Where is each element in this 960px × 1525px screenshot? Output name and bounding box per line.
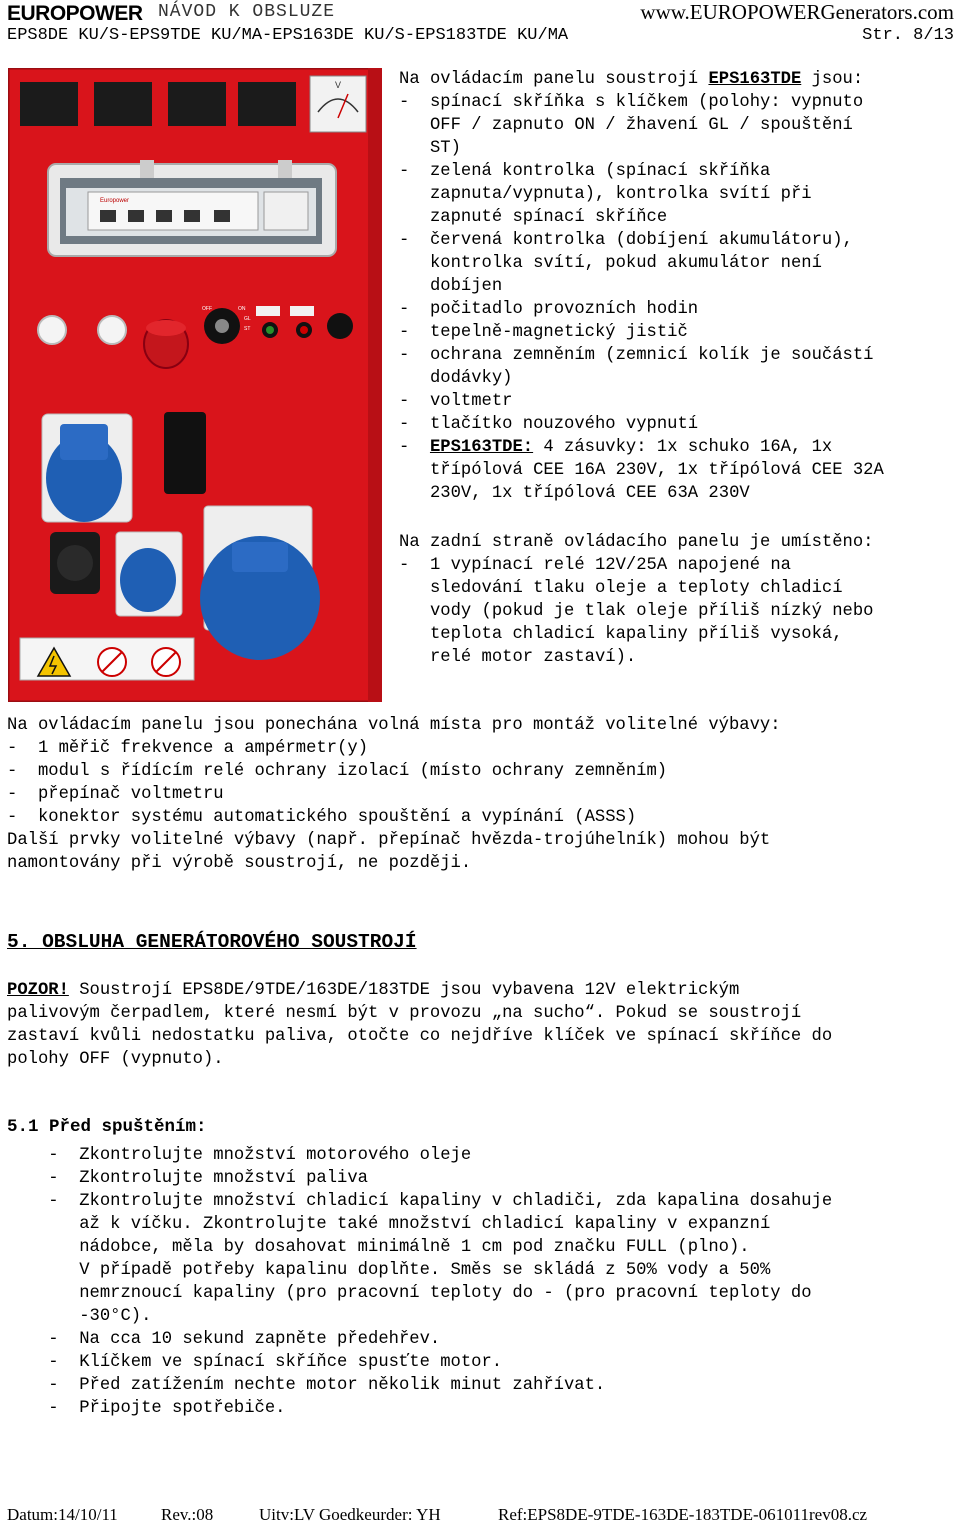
sockets-item: - EPS163TDE: 4 zásuvky: 1x schuko 16A, 1x třípólová CEE 16A 230V, 1x třípólová CEE 32A 230V, 1x třípólová CEE 63A 230V [399,438,884,503]
footer-revision: Rev.:08 [161,1505,214,1524]
breaker-brand: Europower [100,198,130,204]
checklist-item: - Klíčkem ve spínací skříňce spusťte motor. [7,1353,503,1372]
optional-list-item: - modul s řídícím relé ochrany izolací (místo ochrany zemněním) [7,762,668,781]
warning-label: POZOR! [7,981,69,1000]
panel-list-item: - ochrana zemněním (zemnicí kolík je součástí [399,346,874,365]
checklist-item: - Zkontrolujte množství motorového oleje [7,1146,472,1165]
model-name: EPS163TDE [708,70,802,89]
key-switch-label-gl: GL [244,316,251,322]
back-panel-items: - 1 vypínací relé 12V/25A napojené na sledování tlaku oleje a teploty chladicí vody (pokud je tlak oleje příliš nízký nebo teplota chladicí kapaliny příliš vysoká, relé motor zastaví). [399,554,959,669]
optional-note-2: namontovány při výrobě soustrojí, ne později. [7,854,472,873]
back-panel-intro: Na zadní straně ovládacího panelu je umístěno: [399,533,874,552]
optional-items-list [7,737,957,829]
pre-start-checklist: - Zkontrolujte množství motorového oleje - Zkontrolujte množství paliva - Zkontrolujte množství chladicí kapaliny v chladiči, zda kapalina dosahuje až k víčku. Zkontrolujte také množství chladicí kapaliny v expanzní nádobce, měla by dosahovat minimálně 1 cm pod značku FULL (plno). V případě potřeby kapalinu doplňte. Směs se skládá z 50% vody a 50% nemrznoucí kapaliny (pro pracovní teploty do - (pro pracovní teploty do -30°C). - Na cca 10 sekund zapněte předehřev. - Klíčkem ve spínací skříňce spusťte motor. - Před zatížením nechte motor několik minut zahřívat. - Připojte spotřebiče. [7,1144,957,1420]
key-switch-label-off: OFF [202,306,212,312]
checklist-item: - Na cca 10 sekund zapněte předehřev. [7,1330,441,1349]
optional-list-item: - 1 měřič frekvence a ampérmetr(y) [7,739,369,758]
key-switch-label-st: ST [244,326,251,332]
panel-list-item: - tlačítko nouzového vypnutí [399,415,699,434]
panel-list-item: - počitadlo provozních hodin [399,300,699,319]
optional-list-item: - konektor systému automatického spouštění a vypínání (ASSS) [7,808,637,827]
control-panel-photo [8,68,382,702]
optional-equipment [7,714,957,875]
footer-reference: Ref:EPS8DE-9TDE-163DE-183TDE-061011rev08.cz [498,1505,868,1524]
panel-intro: Na ovládacím panelu soustrojí EPS163TDE jsou: [399,70,864,89]
optional-intro: Na ovládacím panelu jsou ponechána volná místa pro montáž volitelné výbavy: [7,716,781,735]
key-switch-label-on: ON [238,306,246,312]
panel-items-list: - spínací skříňka s klíčkem (polohy: vypnuto OFF / zapnuto ON / žhavení GL / spouštění ST) - zelená kontrolka (spínací skříňka zapnuta/vypnuta), kontrolka svítí při zapnuté spínací skříňce - červená kontrolka (dobíjení akumulátoru), kontrolka svítí, pokud akumulátor není dobíjen - počitadlo provozních hodin - tepelně-magnetický jistič - ochrana zemněním (zemnicí kolík je součástí dodávky) - voltmetr - tlačítko nouzového vypnutí [399,91,959,436]
section-5-heading: 5. OBSLUHA GENERÁTOROVÉHO SOUSTROJÍ [7,931,417,953]
panel-list-item: - spínací skříňka s klíčkem (polohy: vypnuto [399,93,864,112]
brand-logo: EUROPOWER [7,2,143,25]
checklist-item: - Připojte spotřebiče. [7,1399,286,1418]
section-5-1-heading: 5.1 Před spuštěním: [7,1117,207,1137]
warning-paragraph: POZOR! Soustrojí EPS8DE/9TDE/163DE/183TDE jsou vybavena 12V elektrickým palivovým čerpadlem, které nesmí být v provozu „na sucho“. Pokud se soustrojí zastaví kvůli nedostatku paliva, otočte co nejdříve klíček ve spínací skříňce do polohy OFF (vypnuto). [7,981,833,1069]
document-title: NÁVOD K OBSLUZE [158,2,336,22]
checklist-item: - Před zatížením nechte motor několik minut zahřívat. [7,1376,606,1395]
footer-date: Datum:14/10/11 [7,1505,118,1524]
panel-list-item: - tepelně-magnetický jistič [399,323,688,342]
optional-note-1: Další prvky volitelné výbavy (např. přepínač hvězda-trojúhelník) mohou být [7,831,771,850]
model-list: EPS8DE KU/S-EPS9TDE KU/MA-EPS163DE KU/S-EPS183TDE KU/MA [7,26,569,45]
page-number: Str. 8/13 [862,26,954,45]
panel-list-item: - zelená kontrolka (spínací skříňka [399,162,771,181]
website-url: www.EUROPOWERGenerators.com [640,0,954,24]
meter-label: V [335,80,342,90]
panel-list-item: - červená kontrolka (dobíjení akumulátoru), [399,231,853,250]
checklist-item: - Zkontrolujte množství chladicí kapaliny v chladiči, zda kapalina dosahuje [7,1192,833,1211]
footer-author: Uitv:LV Goedkeurder: YH [259,1505,441,1524]
back-panel-list-item: - 1 vypínací relé 12V/25A napojené na [399,556,791,575]
optional-list-item: - přepínač voltmetru [7,785,224,804]
sockets-model: EPS163TDE: [429,438,534,457]
panel-description [399,68,959,669]
panel-list-item: - voltmetr [399,392,513,411]
checklist-item: - Zkontrolujte množství paliva [7,1169,369,1188]
